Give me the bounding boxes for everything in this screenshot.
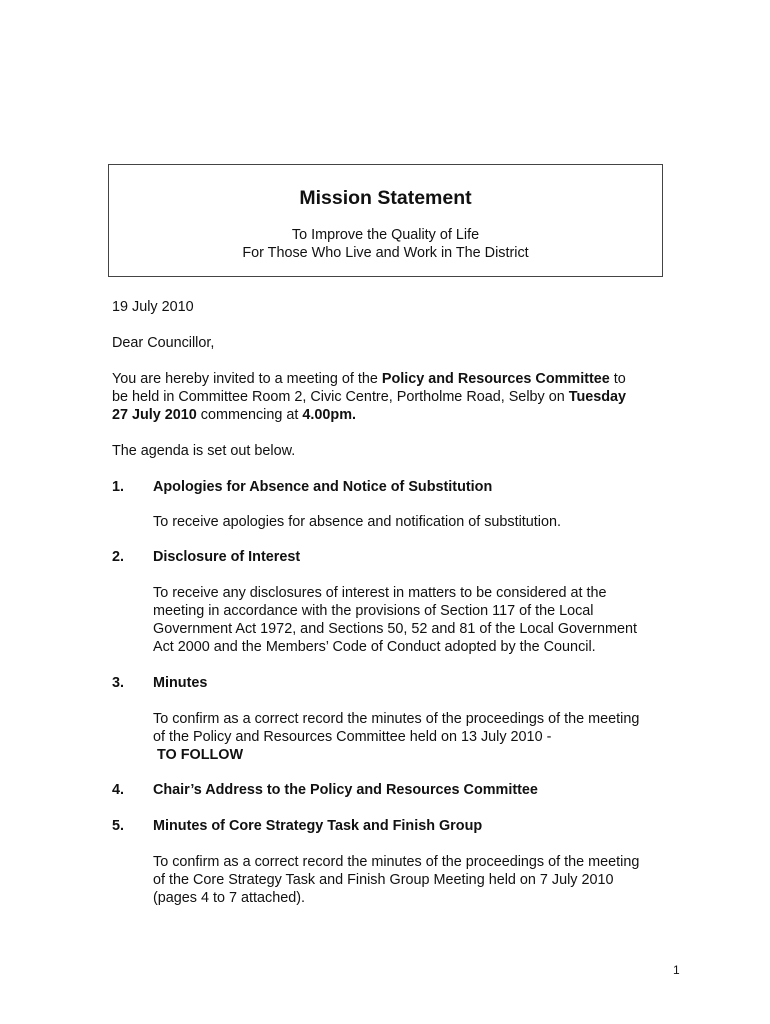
agenda-item-heading: Apologies for Absence and Notice of Substitution [153,479,493,495]
invitation-line-1 [112,370,672,388]
meeting-day: Tuesday [568,389,627,405]
agenda-item-number: 3. [112,675,125,691]
body-line: Government Act 1972, and Sections 50, 52 and 81 of the Local Government [153,621,637,637]
invitation-paragraph [112,370,672,424]
agenda-item-heading: Minutes [153,675,208,691]
meeting-date: 27 July 2010 [112,407,197,423]
agenda-item-heading: Chair’s Address to the Policy and Resources Committee [153,782,538,798]
body-line: of the Core Strategy Task and Finish Group Meeting held on 7 July 2010 [153,872,614,888]
agenda-item-body [153,853,673,907]
body-line: To confirm as a correct record the minutes of the proceedings of the meeting [153,711,640,727]
body-line: To confirm as a correct record the minutes of the proceedings of the meeting [153,854,640,870]
mission-statement-box [108,164,663,277]
invitation-text: commencing at [196,407,303,423]
agenda-item-heading: Disclosure of Interest [153,549,301,565]
body-line: To receive apologies for absence and notification of substitution. [153,514,561,530]
agenda-item-number: 5. [112,818,125,834]
body-line: Act 2000 and the Members’ Code of Conduct adopted by the Council. [153,639,596,655]
body-line: To receive any disclosures of interest in matters to be considered at the [153,585,607,601]
invitation-line-2 [112,388,672,406]
page-number: 1 [673,963,680,977]
agenda-item-number: 1. [112,479,125,495]
invitation-text: to [609,371,626,387]
invitation-text: be held in Committee Room 2, Civic Centre, Portholme Road, Selby on [112,389,569,405]
agenda-item-body [153,710,673,764]
to-follow-note: TO FOLLOW [157,747,244,763]
agenda-item-body [153,584,673,656]
meeting-time: 4.00pm. [302,407,356,423]
committee-name: Policy and Resources Committee [381,371,610,387]
mission-line-2: For Those Who Live and Work in The District [242,245,529,261]
letter-date: 19 July 2010 [112,299,194,315]
invitation-line-3 [112,406,672,424]
mission-title: Mission Statement [299,187,472,209]
agenda-item-number: 4. [112,782,125,798]
body-line: meeting in accordance with the provisions of Section 117 of the Local [153,603,594,619]
agenda-item-body [153,513,673,531]
mission-line-1: To Improve the Quality of Life [291,227,480,243]
invitation-text: You are hereby invited to a meeting of the [112,371,382,387]
agenda-item-number: 2. [112,549,125,565]
agenda-item-heading: Minutes of Core Strategy Task and Finish Group [153,818,483,834]
body-line: (pages 4 to 7 attached). [153,890,306,906]
salutation: Dear Councillor, [112,335,215,351]
body-line: of the Policy and Resources Committee held on 13 July 2010 - [153,729,552,745]
agenda-intro: The agenda is set out below. [112,443,296,459]
